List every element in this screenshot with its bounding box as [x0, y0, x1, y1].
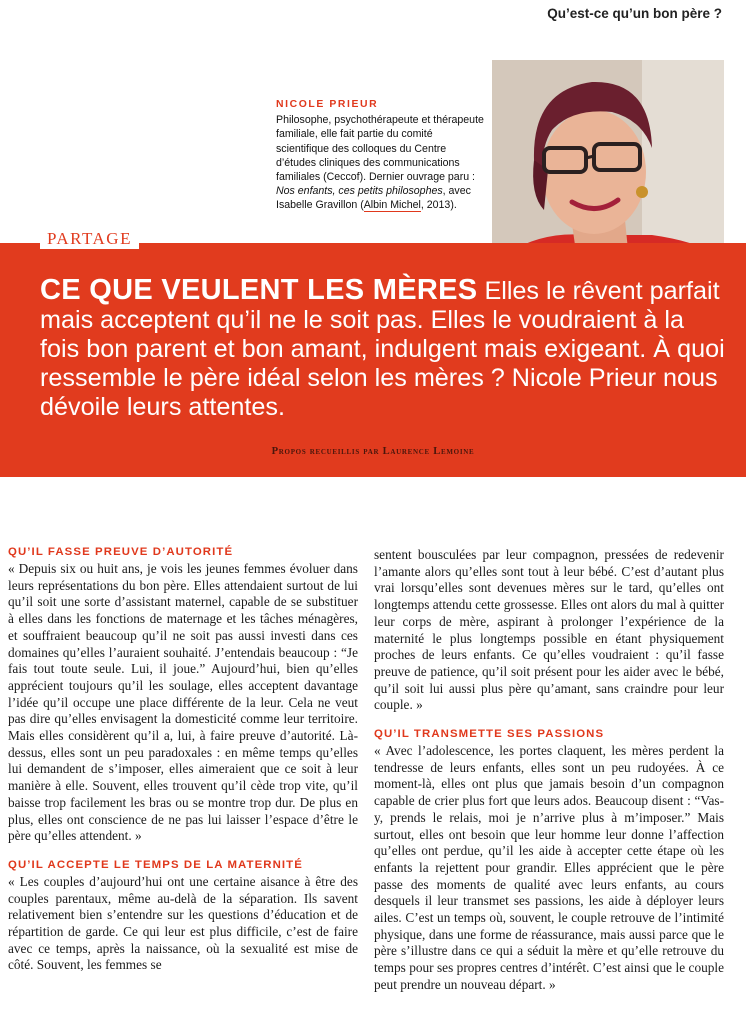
article-column-right: [374, 547, 724, 994]
section-heading-passions: QU’IL TRANSMETTE SES PASSIONS: [374, 728, 605, 741]
book-title: Nos enfants, ces petits philosophes: [276, 185, 443, 198]
section-gap: [374, 714, 724, 727]
running-head: Qu’est-ce qu’un bon père ?: [547, 6, 722, 21]
section-text-authority: « Depuis six ou huit ans, je vois les jeunes femmes évoluer dans leurs représentations du bon père. Elles attendaient surtout de lui qu’il soit une sorte d’assistant maternel, capable de se substituer à elles dans les fonctions de maternage et les tâches ménagères, et souffraient beaucoup qu’il ne soit pas aussi investi dans ces domaines qu’elles l’auraient souhaité. J’entendais beaucoup : “Je fais tout toute seule. Lui, il joue.” Aujourd’hui, bien qu’elles apprécient toujours qu’il les soulage, elles acceptent davantage l’idée qu’il occupe une place différente de la leur. Cela ne veut pas dire qu’elles envisagent la domesticité comme leur territoire. Mais elles considèrent qu’il a, lui, à faire preuve d’autorité. Là-dessus, elles sont un peu paradoxales : en même temps qu’elles lui demandent de s’imposer, elles aimeraient que ce soit à leur manière à elle. Souvent, elles trouvent qu’il cède trop vite, qu’il baisse trop facilement les bras ou se montre trop dur. De plus en plus, elles ont conscience de ne pas lui laisser l’espace d’être le père qu’elles attendent. »: [8, 561, 358, 844]
section-text-maternity-continued: sentent bousculées par leur compagnon, pressées de redevenir l’amante alors qu’elles sont tout à leur bébé. C’est d’autant plus vrai lorsqu’elles sont devenues mères sur le tard, qu’elles ont longtemps attendu cette grossesse. Elles ont alors du mal à quitter leur corps de mère, aspirant à prolonger l’expérience de la maternité le plus longtemps possible en étant physiquement proches de leurs enfants. Ce qu’elles voudraient : qu’il fasse preuve de patience, qu’il soit présent pour les aider avec le bébé, qu’il soit lui aussi plus père qu’amant, sans craindre pour leur couple. »: [374, 547, 724, 713]
author-bio: [276, 113, 486, 212]
section-heading-maternity: QU’IL ACCEPTE LE TEMPS DE LA MATERNITÉ: [8, 858, 303, 871]
section-heading-authority: QU’IL FASSE PREUVE D’AUTORITÉ: [8, 546, 234, 558]
headline-title: CE QUE VEULENT LES MÈRES: [40, 274, 478, 306]
author-box: [276, 98, 486, 213]
section-text-passions: « Avec l’adolescence, les portes claquent, les mères perdent la tendresse de leurs enfants, elles sont un peu rudoyées. À ce moment-là, elles ont plus que jamais besoin d’un compagnon capable de crier plus fort que leurs ados. Beaucoup disent : “Vas-y, prends le relais, moi je n’arrive plus à m’imposer.” Mais surtout, elles ont besoin que leur homme leur donne l’affection qu’elles ont perdue, qu’il les aide à accepter cette étape où les enfants la rejettent pour grandir. Elles apprécient que le père passe des moments de qualité avec leurs enfants, au cours desquels il leur transmet ses passions, les aide à déployer leurs ailes. C’est un temps où, souvent, le couple retrouve de l’intimité physique, dans une forme de réassurance, mais aussi parce que le père s’illustre dans ce qui a séduit la mère et qu’elle retrouve du temps pour ses propres centres d’intérêt. C’est ainsi que le couple peut prendre un nouveau départ. »: [374, 743, 724, 992]
publisher-link[interactable]: Albin Michel: [363, 199, 421, 212]
interview-credit: Propos recueillis par Laurence Lemoine: [271, 446, 475, 457]
section-gap: [8, 845, 358, 858]
author-bio-with: , avec Isabelle Gravillon (: [276, 185, 471, 212]
author-name: NICOLE PRIEUR: [276, 99, 379, 110]
section-tag: PARTAGE: [40, 227, 139, 249]
author-bio-text: Philosophe, psychothérapeute et thérapeute familiale, elle fait partie du comité scientifique des colloques du Centre d’études cliniques des communications familiales (Ceccof). Dernier ouvrage paru :: [276, 114, 484, 184]
article-column-left: [8, 545, 358, 974]
headline: [40, 276, 730, 422]
headline-deck: Elles le rêvent parfait mais acceptent qu’il ne le soit pas. Elles le voudraient à la fois bon parent et bon amant, indulgent mais exigeant. À quoi ressemble le père idéal selon les mères ? Nicole Prieur nous dévoile leurs attentes.: [40, 277, 725, 421]
author-bio-end: , 2013).: [420, 199, 457, 212]
section-text-maternity: « Les couples d’aujourd’hui ont une certaine aisance à être des couples parentaux, même au-delà de la séparation. Ils savent relativement bien s’entendre sur les questions d’éducation et de répartition de garde. Ce qui leur est plus difficile, c’est de faire avec ce temps, après la naissance, où la sexualité est mise de côté. Souvent, les femmes se: [8, 873, 358, 973]
